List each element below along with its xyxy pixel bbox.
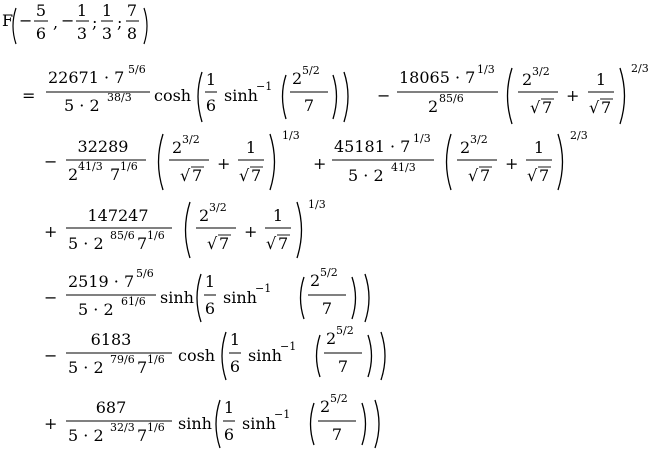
term-7-sign: − bbox=[44, 346, 58, 365]
inverse-exp: −1 bbox=[274, 408, 291, 421]
term-4 bbox=[313, 129, 588, 190]
term-5-num: 147247 bbox=[87, 206, 149, 225]
term-3-den-b: 7 bbox=[110, 165, 121, 184]
term-4-power: 2/3 bbox=[570, 129, 588, 142]
equals-sign: = bbox=[22, 86, 36, 105]
term-2-num-exp: 1/3 bbox=[477, 63, 495, 76]
right-paren bbox=[144, 8, 147, 44]
inner-coef-den: 6 bbox=[223, 425, 235, 444]
term-5-den-a: 5 · 2 bbox=[68, 234, 104, 253]
sum-a-den: 7 bbox=[192, 166, 203, 185]
left-paren bbox=[222, 332, 226, 380]
term-1-num: 22671 · 7 bbox=[48, 68, 125, 87]
sum-b: 1 bbox=[272, 206, 284, 225]
arg-num-exp: 5/2 bbox=[336, 324, 354, 337]
arg-num-exp: 5/2 bbox=[330, 392, 348, 405]
inverse-exp: −1 bbox=[280, 340, 297, 353]
sum-a: 2 bbox=[172, 138, 183, 157]
radical-sign: √ bbox=[239, 166, 250, 185]
term-2-den-exp: 85/6 bbox=[439, 92, 464, 105]
plus-sign: + bbox=[505, 154, 519, 173]
radical-sign: √ bbox=[530, 98, 541, 117]
term-5 bbox=[44, 198, 326, 258]
term-4-sign: + bbox=[313, 154, 327, 173]
term-8-den-b-exp: 1/6 bbox=[147, 421, 165, 434]
inverse-fn: sinh bbox=[248, 346, 282, 365]
arg-num: 2 bbox=[326, 329, 337, 348]
term-3-num: 32289 bbox=[77, 137, 129, 156]
sum-b: 1 bbox=[245, 138, 257, 157]
right-paren bbox=[381, 332, 385, 380]
term-3-sign: − bbox=[44, 152, 58, 171]
arg-4-den: 8 bbox=[126, 24, 138, 43]
inverse-exp: −1 bbox=[255, 282, 272, 295]
term-1-den-exp: 38/3 bbox=[107, 91, 132, 104]
term-6-den: 5 · 2 bbox=[78, 300, 114, 319]
inner-coef-den: 6 bbox=[204, 299, 216, 318]
arg-num: 2 bbox=[310, 271, 321, 290]
arg-num: 2 bbox=[320, 397, 331, 416]
right-paren bbox=[620, 68, 625, 124]
radical-sign: √ bbox=[589, 98, 600, 117]
term-1-den: 5 · 2 bbox=[64, 96, 100, 115]
sum-a: 2 bbox=[199, 206, 210, 225]
radical-sign: √ bbox=[180, 166, 191, 185]
term-8-den-b: 7 bbox=[137, 426, 148, 445]
term-4-num: 45181 · 7 bbox=[334, 137, 411, 156]
left-paren bbox=[283, 75, 287, 119]
comma: , bbox=[53, 13, 59, 32]
term-8-den-a-exp: 32/3 bbox=[110, 421, 135, 434]
term-3-den-b-exp: 1/6 bbox=[120, 160, 138, 173]
left-paren bbox=[317, 335, 321, 377]
inverse-fn: sinh bbox=[224, 86, 258, 105]
sum-a: 2 bbox=[522, 70, 533, 89]
inverse-fn: sinh bbox=[242, 414, 276, 433]
term-8 bbox=[44, 392, 379, 448]
sum-a-exp: 3/2 bbox=[532, 65, 550, 78]
inner-coef-num: 1 bbox=[204, 272, 216, 291]
left-paren bbox=[301, 277, 305, 319]
inner-coef-den: 6 bbox=[229, 357, 241, 376]
inner-coef-den: 6 bbox=[205, 96, 217, 115]
term-8-num: 687 bbox=[95, 398, 127, 417]
term-7-num: 6183 bbox=[90, 330, 132, 349]
term-6-den-exp: 61/6 bbox=[121, 295, 146, 308]
term-1-fn: cosh bbox=[154, 86, 192, 105]
semicolon: ; bbox=[92, 13, 98, 32]
term-5-sign: + bbox=[44, 222, 58, 241]
left-paren bbox=[186, 202, 191, 258]
arg-2-num: 1 bbox=[76, 1, 88, 20]
sum-a-den: 7 bbox=[480, 166, 491, 185]
arg-2-sign: − bbox=[61, 11, 75, 30]
arg-num-exp: 5/2 bbox=[320, 266, 338, 279]
sum-b-den: 7 bbox=[251, 166, 262, 185]
term-7-den-a-exp: 79/6 bbox=[110, 353, 135, 366]
radical-sign: √ bbox=[207, 234, 218, 253]
term-7-den-b-exp: 1/6 bbox=[147, 353, 165, 366]
left-paren bbox=[311, 403, 315, 445]
sum-a-exp: 3/2 bbox=[209, 201, 227, 214]
term-6-num: 2519 · 7 bbox=[68, 272, 135, 291]
term-2-den: 2 bbox=[428, 97, 439, 116]
term-4-num-exp: 1/3 bbox=[413, 132, 431, 145]
term-3-den-a-exp: 41/3 bbox=[78, 160, 103, 173]
term-4-den: 5 · 2 bbox=[348, 166, 384, 185]
sum-a-exp: 3/2 bbox=[470, 133, 488, 146]
term-1-num-exp: 5/6 bbox=[128, 63, 146, 76]
function-name: F bbox=[2, 11, 14, 30]
right-paren bbox=[365, 274, 369, 322]
term-6-num-exp: 5/6 bbox=[136, 267, 154, 280]
arg-den: 7 bbox=[337, 357, 349, 376]
lhs bbox=[2, 1, 147, 44]
radical-sign: √ bbox=[527, 166, 538, 185]
term-5-den-b-exp: 1/6 bbox=[147, 229, 165, 242]
left-paren bbox=[216, 400, 220, 448]
sum-a-exp: 3/2 bbox=[182, 133, 200, 146]
term-7-den-b: 7 bbox=[137, 358, 148, 377]
right-paren bbox=[368, 335, 372, 377]
inner-coef-num: 1 bbox=[223, 398, 235, 417]
sum-b: 1 bbox=[595, 70, 607, 89]
term-5-den-a-exp: 85/6 bbox=[110, 229, 135, 242]
arg-den: 7 bbox=[321, 299, 333, 318]
arg-4-num: 7 bbox=[126, 1, 138, 20]
term-2-sign: − bbox=[377, 86, 391, 105]
term-3-power: 1/3 bbox=[282, 129, 300, 142]
arg-3-num: 1 bbox=[101, 1, 113, 20]
radical-sign: √ bbox=[266, 234, 277, 253]
term-8-fn: sinh bbox=[178, 414, 212, 433]
term-5-den-b: 7 bbox=[137, 234, 148, 253]
term-3 bbox=[44, 129, 300, 190]
term-7-den-a: 5 · 2 bbox=[68, 358, 104, 377]
term-8-sign: + bbox=[44, 414, 58, 433]
term-4-den-exp: 41/3 bbox=[391, 161, 416, 174]
arg-1-num: 5 bbox=[35, 1, 47, 20]
arg-num-exp: 5/2 bbox=[302, 64, 320, 77]
semicolon: ; bbox=[117, 13, 123, 32]
term-5-power: 1/3 bbox=[308, 198, 326, 211]
right-paren bbox=[333, 75, 337, 119]
term-8-den-a: 5 · 2 bbox=[68, 426, 104, 445]
arg-3-den: 3 bbox=[101, 24, 113, 43]
right-paren bbox=[558, 134, 563, 190]
term-7 bbox=[44, 324, 385, 380]
plus-sign: + bbox=[566, 86, 580, 105]
left-paren bbox=[447, 134, 452, 190]
left-paren bbox=[198, 72, 202, 122]
term-6 bbox=[44, 266, 369, 322]
term-1 bbox=[22, 63, 348, 122]
arg-den: 7 bbox=[303, 96, 315, 115]
left-paren bbox=[13, 8, 16, 44]
arg-num: 2 bbox=[292, 69, 303, 88]
inner-coef-num: 1 bbox=[229, 330, 241, 349]
right-paren bbox=[375, 400, 379, 448]
arg-2-den: 3 bbox=[76, 24, 88, 43]
right-paren bbox=[270, 134, 275, 190]
arg-den: 7 bbox=[331, 425, 343, 444]
plus-sign: + bbox=[244, 222, 258, 241]
left-paren bbox=[197, 274, 201, 322]
inverse-fn: sinh bbox=[223, 288, 257, 307]
sum-a: 2 bbox=[460, 138, 471, 157]
arg-1-den: 6 bbox=[35, 24, 47, 43]
right-paren bbox=[344, 72, 348, 122]
term-6-sign: − bbox=[44, 288, 58, 307]
sum-a-den: 7 bbox=[219, 234, 230, 253]
radical-sign: √ bbox=[468, 166, 479, 185]
right-paren bbox=[362, 403, 366, 445]
inner-coef-num: 1 bbox=[205, 70, 217, 89]
term-2-num: 18065 · 7 bbox=[399, 68, 476, 87]
left-paren bbox=[508, 68, 513, 124]
term-2 bbox=[377, 62, 649, 124]
sum-b: 1 bbox=[533, 138, 545, 157]
left-paren bbox=[159, 134, 164, 190]
plus-sign: + bbox=[217, 154, 231, 173]
inverse-exp: −1 bbox=[256, 80, 273, 93]
right-paren bbox=[352, 277, 356, 319]
sum-b-den: 7 bbox=[278, 234, 289, 253]
term-2-power: 2/3 bbox=[631, 62, 649, 75]
term-7-fn: cosh bbox=[178, 346, 216, 365]
term-6-fn: sinh bbox=[160, 288, 194, 307]
sum-b-den: 7 bbox=[601, 98, 612, 117]
term-3-den-a: 2 bbox=[68, 165, 79, 184]
sum-b-den: 7 bbox=[539, 166, 550, 185]
arg-1-sign: − bbox=[19, 11, 33, 30]
sum-a-den: 7 bbox=[542, 98, 553, 117]
right-paren bbox=[297, 202, 302, 258]
